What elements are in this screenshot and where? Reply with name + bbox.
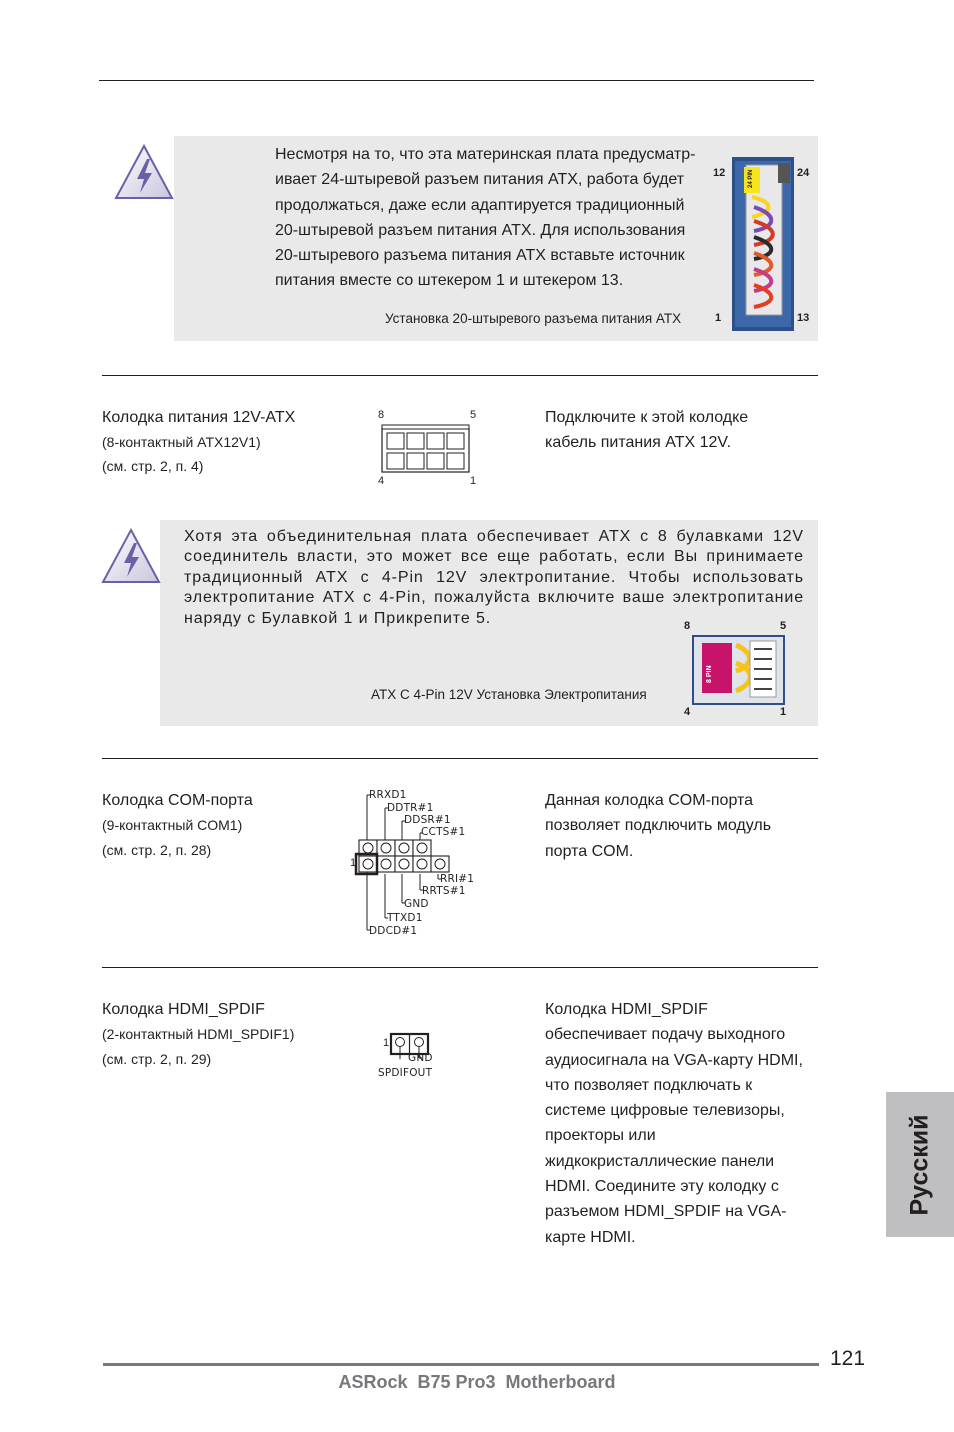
atx12v-connector-diagram — [381, 424, 471, 474]
com-label-rri1: RRI#1 — [440, 873, 475, 885]
atx12v-pin-1: 1 — [470, 475, 477, 487]
note1-caption: Установка 20-штыревого разъема питания ATX — [385, 311, 682, 326]
hdmi-gnd-label: GND — [408, 1052, 433, 1064]
hdmi-spdifout-label: SPDIFOUT — [378, 1067, 433, 1079]
com-label-gnd: GND — [404, 898, 429, 910]
com-label-ttxd1: TTXD1 — [387, 912, 423, 924]
note2-pin-1: 1 — [780, 706, 787, 718]
atx12v-pin-5: 5 — [470, 409, 477, 421]
atx12v-subtitle: (8-контактный ATX12V1) — [102, 434, 261, 450]
note2-caption: ATX С 4-Pin 12V Установка Электропитания — [371, 687, 647, 702]
note2-text: Хотя эта объединительная плата обеспечивает ATX с 8 булавками 12V соединитель власти, это может все еще работать, если Вы принимаете традиционный ATX с 4-Pin 12V электропитание. Чтобы использовать электропитание ATX с 4-Pin, пожалуйста включите ваше электропитание наряду с Булавкой 1 и Прикрепите 5. — [184, 528, 804, 627]
divider-3 — [102, 967, 818, 968]
pin-label-13: 13 — [797, 312, 810, 324]
footer-rule — [103, 1363, 819, 1366]
hdmi-description: Колодка HDMI_SPDIF обеспечивает подачу выходного аудиосигнала на VGA-карту HDMI, что позволяет подключать к системе цифровые телевизоры, проекторы или жидкокристаллические панели HDMI. Соедините эту колодку с разъемом HDMI_SPDIF на VGA- карте HDMI. — [545, 1001, 803, 1246]
atx-8pin-plug-label: 8 PIN — [706, 665, 713, 683]
atx12v-pin-4: 4 — [378, 475, 385, 487]
com-label-ccts1: CCTS#1 — [421, 826, 466, 838]
footer-title: ASRock B75 Pro3 Motherboard — [338, 1372, 616, 1392]
hdmi-ref: (см. стр. 2, п. 29) — [102, 1051, 212, 1067]
warning-icon — [113, 143, 175, 201]
language-tab — [886, 1092, 954, 1237]
com-label-ddcd1: DDCD#1 — [369, 925, 418, 937]
atx-24pin-photo — [732, 157, 794, 331]
com-label-ddtr1: DDTR#1 — [387, 802, 434, 814]
warning-icon — [100, 527, 162, 585]
note2-pin-8: 8 — [684, 620, 691, 632]
com-description: Данная колодка COM-порта позволяет подключить модуль порта COM. — [545, 792, 772, 860]
pin-label-12: 12 — [713, 167, 726, 179]
atx-24pin-plug-label: 24 PIN — [748, 169, 754, 188]
pin-label-24: 24 — [797, 167, 810, 179]
note1-text: Несмотря на то, что эта материнская плата предусматр- ивает 24-штыревой разъем питания ATX, работа будет продолжаться, даже если адаптируется традиционный 20-штыревой разъем питания ATX. Для использования 20-штыревого разъема питания ATX вставьте источник питания вместе со штекером 1 и штекером 13. — [275, 146, 696, 290]
atx12v-pin-8: 8 — [378, 409, 385, 421]
atx12v-ref: (см. стр. 2, п. 4) — [102, 458, 204, 474]
atx12v-title: Колодка питания 12V-ATX — [102, 409, 296, 426]
com-label-rrts1: RRTS#1 — [422, 885, 466, 897]
atx12v-description: Подключите к этой колодке кабель питания ATX 12V. — [545, 409, 749, 452]
page-number: 121 — [830, 1347, 866, 1370]
top-rule — [99, 80, 814, 81]
note2-pin-4: 4 — [684, 706, 691, 718]
com-subtitle: (9-контактный COM1) — [102, 817, 243, 833]
note2-pin-5: 5 — [780, 620, 787, 632]
divider-1 — [102, 375, 818, 376]
com-ref: (см. стр. 2, п. 28) — [102, 842, 212, 858]
com-pin1-label: 1 — [350, 857, 357, 869]
com-label-ddsr1: DDSR#1 — [404, 814, 451, 826]
com-label-rrxd1: RRXD1 — [369, 789, 407, 801]
hdmi-title: Колодка HDMI_SPDIF — [102, 1001, 265, 1018]
pin-label-1: 1 — [715, 312, 722, 324]
hdmi-pin1-label: 1 — [383, 1037, 390, 1049]
language-tab-label: Русский — [905, 1113, 934, 1216]
hdmi-subtitle: (2-контактный HDMI_SPDIF1) — [102, 1026, 295, 1042]
divider-2 — [102, 758, 818, 759]
com-title: Колодка COM-порта — [102, 792, 253, 809]
